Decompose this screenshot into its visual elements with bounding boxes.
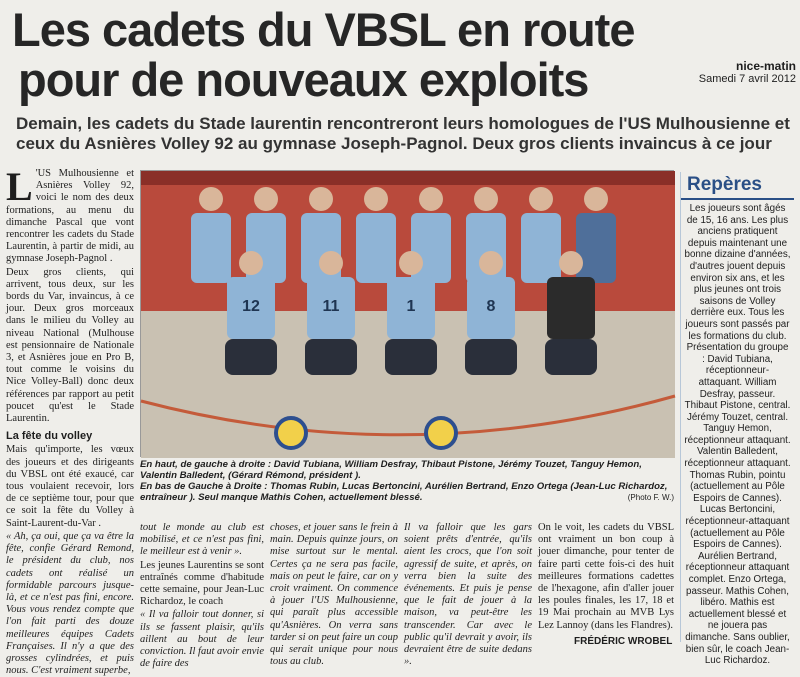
drop-cap: L [6, 164, 33, 209]
article-column-4 [404, 522, 532, 668]
jersey-number: 12 [242, 298, 260, 315]
player-head [254, 187, 278, 211]
team-photo [140, 170, 674, 457]
photo-caption [140, 459, 674, 503]
player-shorts [385, 339, 437, 375]
quote-paragraph: tout le monde au club est mobilisé, et ce n'est pas fini, le meilleur est à venir ». [140, 522, 264, 558]
photo-wall-top [141, 171, 675, 185]
paragraph: On le voit, les cadets du VBSL ont vraiment un bon coup à jouer dimanche, pour tenter de faire parti cette fois-ci des huit meilleures formations cadettes de l'hexagone, afin d'aller jouer les poules finales, les 17, 18 et 19 Mai prochain au MVB Lys Lez Lannoy (dans les Flandres). [538, 522, 674, 631]
player-shorts [305, 339, 357, 375]
player-head [364, 187, 388, 211]
player-head [319, 251, 343, 275]
player-head [479, 251, 503, 275]
newspaper-name: nice-matin [735, 59, 796, 73]
reperes-sidebar [680, 172, 794, 667]
jersey-number: 11 [322, 298, 340, 315]
player-shorts [545, 339, 597, 375]
headline-line-1: Les cadets du VBSL en route [12, 3, 635, 56]
caption-top-row: En haut, de gauche à droite : David Tubiana, William Desfray, Thibaut Pistone, Jérémy Touzet, Tanguy Hemon, Valentin Balledent, (Gérard Rémond, président ). [140, 459, 642, 481]
author-signature: FRÉDÉRIC WROBEL [574, 636, 673, 647]
team-photo-illustration [141, 171, 675, 458]
paragraph: L 'US Mulhousienne et Asnières Volley 92, voici le nom des deux formations, au menu du dimanche Pascal que vont rencontrer les cadets du Stade Laurentin, à partir de midi, au gymnase Joseph-Pagnol . [6, 164, 134, 265]
player-jersey [521, 213, 561, 283]
jersey-number: 8 [486, 298, 496, 315]
paragraph: Mais qu'importe, les vœux des joueurs et des dirigeants du VBSL ont été exaucé, car tous voulaient recevoir, lors de ce septième tour, pour que ce soit la fête du Volley à Saint-Laurent-du-Var . [6, 444, 134, 529]
paragraph: Les jeunes Laurentins se sont entraînés comme d'habitude cette semaine, pour Jean-Luc Richardoz, le coach [140, 559, 264, 608]
player-head [309, 187, 333, 211]
quote-paragraph: « Il va falloir tout donner, si ils se fassent plaisir, qu'ils aillent au bout de leur conviction. Il faut avoir envie de faire des [140, 609, 264, 670]
article-column-1 [6, 164, 134, 677]
article-column-3 [270, 522, 398, 668]
player-jersey [576, 213, 616, 283]
player-head [399, 251, 423, 275]
masthead [692, 60, 796, 86]
player-head [584, 187, 608, 211]
player-jersey [547, 277, 595, 339]
quote-paragraph: « Ah, ça oui, que ça va être la fête, confie Gérard Remond, le président du club, nos cadets ont réalisé un formidable parcours jusque-là, et ce n'est pas fini, encore. Vous vous rendez compte que l'on fait parti des douze meilleures équipes Cadets Françaises. Il n'y a que des grosses cylindrées, et puis nous. C'est vraiment superbe, [6, 530, 134, 677]
player-shorts [225, 339, 277, 375]
quote-paragraph: choses, et jouer sans le frein à main. Depuis quinze jours, on mise surtout sur le mental. Certes ça ne sera pas facile, mais on peut le faire, car on y croit vraiment. On commence à jouer l'US Mulhousienne, qui paraît plus accessible qu'Asnières. On verra sans tarder si on peut faire un coup qui serait unique pour nous tous au club. [270, 522, 398, 668]
volleyball-icon [426, 418, 456, 448]
caption-bottom-row: En bas de Gauche à Droite : Thomas Rubin, Lucas Bertoncini, Aurélien Bertrand, Enzo Ortega (Jean-Luc Richardoz, entraîneur ). Seul manque Mathis Cohen, actuellement blessé. [140, 481, 668, 503]
player-shorts [465, 339, 517, 375]
player-head [529, 187, 553, 211]
quote-paragraph: Il va falloir que les gars soient prêts d'entrée, qu'ils aient les crocs, que l'on soit agressif de suite, et après, on verra bien la suite des événements. Et puis je pense que le fait de jouer à la maison, va peut-être les transcender. Car avec le public qu'il devrait y avoir, ils devraient être de suite dedans ». [404, 522, 532, 668]
photo-credit: (Photo F. W.) [627, 493, 674, 502]
publication-date: Samedi 7 avril 2012 [698, 73, 796, 85]
player-jersey [191, 213, 231, 283]
paragraph: Deux gros clients, qui arrivent, tous deux, sur les bords du Var, invaincus, à ce jour. Deux gros morceaux dans le milieu du Volley au niveau National (Mulhouse est pensionnaire de Nationale 3, et Asnières joue en Pro B, tout comme le voisins du Nice Volley-Ball) donc deux références par rapport au petit poucet qu'est le Stade Laurentin. [6, 266, 134, 425]
player-head [199, 187, 223, 211]
article-deck: Demain, les cadets du Stade laurentin rencontreront leurs homologues de l'US Mulhousienne et ceux du Asnières Volley 92 au gymnase Joseph-Pagnol. Deux gros clients invaincus à ce jour [16, 114, 790, 153]
article-column-5 [538, 522, 674, 634]
reperes-body: Les joueurs sont âgés de 15, 16 ans. Les plus anciens pratiquent depuis maintenant une bonne dizaine d'années, d'autres jouent depuis environ six ans, et les plus jeunes ont trois saisons de Volley derrière eux. Tous les joueurs sont passés par les formations du club. Présentation du groupe : David Tubiana, réceptionneur- attaquant. William Desfray, passeur. Thibaut Pistone, central. Jérémy Touzet, central. Tanguy Hemon, réceptionneur attaquant. Valentin Balledent, réceptionneur attaquant. Thomas Rubin, pointu (actuellement au Pôle Espoirs de Cannes). Lucas Bertoncini, réceptionneur-attaquant (actuellement au Pôle Espoirs de Cannes). Aurélien Bertrand, réceptionneur attaquant complet. Enzo Ortega, passeur. Mathis Cohen, libéro. Mathis est actuellement blessé et ne jouera pas dimanche. Sans oublier, bien sûr, le coach Jean-Luc Richardoz. [684, 203, 791, 667]
section-subhead: La fête du volley [6, 430, 93, 443]
headline-line-2: pour de nouveaux exploits [18, 53, 589, 106]
jersey-number: 1 [406, 298, 416, 315]
reperes-title: Repères [681, 172, 794, 200]
player-head [474, 187, 498, 211]
player-head [419, 187, 443, 211]
player-head [239, 251, 263, 275]
volleyball-icon [276, 418, 306, 448]
article-column-2 [140, 522, 264, 670]
player-head [559, 251, 583, 275]
player-jersey [356, 213, 396, 283]
